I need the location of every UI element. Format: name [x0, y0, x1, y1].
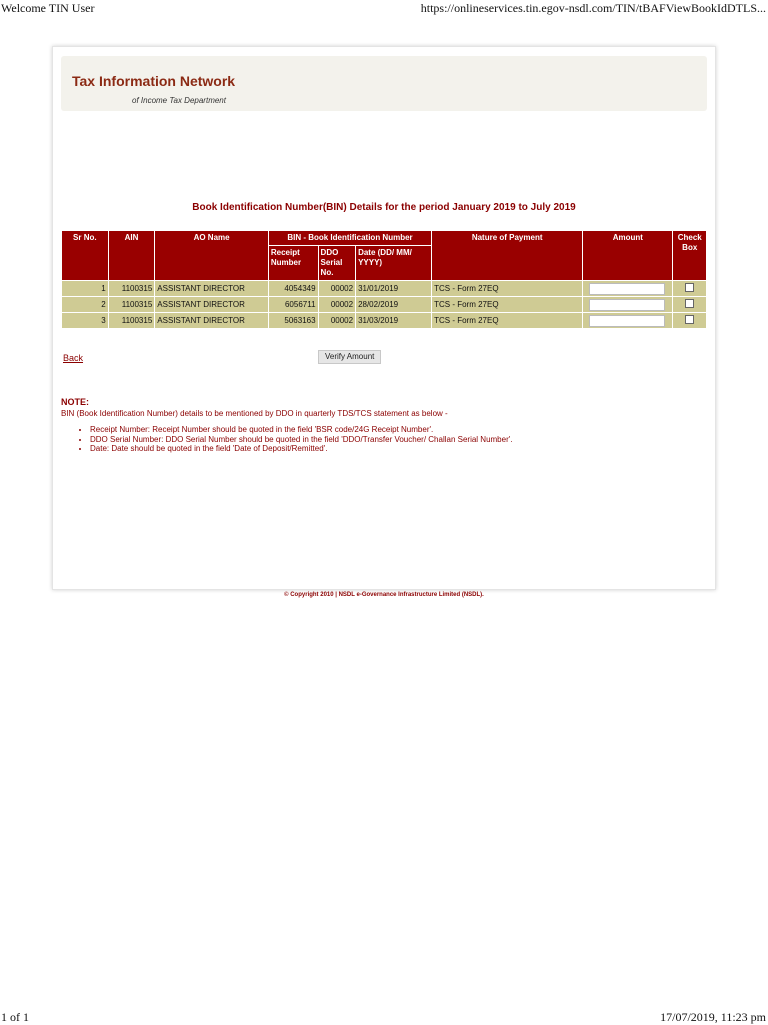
note-intro: BIN (Book Identification Number) details to be mentioned by DDO in quarterly TDS/TCS statement as below -	[61, 409, 448, 418]
list-item: • DDO Serial Number: DDO Serial Number should be quoted in the field 'DDO/Transfer Voucher/ Challan Serial Number'.	[90, 435, 513, 445]
cell-ddo: 00002	[319, 281, 356, 296]
col-ddo-serial: DDO Serial No.	[319, 246, 356, 280]
cell-ao-name: ASSISTANT DIRECTOR	[155, 313, 268, 328]
cell-ao-name: ASSISTANT DIRECTOR	[155, 297, 268, 312]
cell-receipt: 4054349	[269, 281, 318, 296]
cell-nature: TCS - Form 27EQ	[432, 297, 582, 312]
cell-receipt: 6056711	[269, 297, 318, 312]
page-title: Book Identification Number(BIN) Details for the period January 2019 to July 2019	[192, 202, 576, 213]
cell-ain: 1100315	[109, 281, 155, 296]
cell-amount	[583, 313, 672, 328]
page-count: 1 of 1	[1, 1010, 29, 1024]
site-subtitle: of Income Tax Department	[132, 96, 226, 105]
row-checkbox[interactable]	[685, 315, 694, 324]
cell-check	[673, 297, 706, 312]
row-checkbox[interactable]	[685, 283, 694, 292]
cell-ddo: 00002	[319, 297, 356, 312]
cell-ain: 1100315	[109, 313, 155, 328]
cell-sr: 3	[62, 313, 108, 328]
browser-url: https://onlineservices.tin.egov-nsdl.com/TIN/tBAFViewBookIdDTLS...	[420, 1, 766, 15]
note-list	[80, 425, 513, 454]
cell-ddo: 00002	[319, 313, 356, 328]
col-bin-group: BIN - Book Identification Number	[269, 231, 431, 245]
cell-amount	[583, 297, 672, 312]
col-ain: AIN	[109, 231, 155, 280]
table-row	[62, 297, 706, 312]
note-title: NOTE:	[61, 397, 89, 407]
list-item: • Date: Date should be quoted in the field 'Date of Deposit/Remitted'.	[90, 444, 513, 454]
verify-amount-button[interactable]: Verify Amount	[318, 350, 381, 364]
table-row	[62, 281, 706, 296]
print-timestamp: 17/07/2019, 11:23 pm	[660, 1010, 766, 1024]
cell-date: 31/01/2019	[356, 281, 431, 296]
cell-check	[673, 313, 706, 328]
cell-nature: TCS - Form 27EQ	[432, 313, 582, 328]
col-date: Date (DD/ MM/ YYYY)	[356, 246, 431, 280]
cell-ain: 1100315	[109, 297, 155, 312]
cell-sr: 2	[62, 297, 108, 312]
amount-input[interactable]	[589, 315, 665, 327]
amount-input[interactable]	[589, 299, 665, 311]
col-receipt-number: Receipt Number	[269, 246, 318, 280]
col-ao-name: AO Name	[155, 231, 268, 280]
row-checkbox[interactable]	[685, 299, 694, 308]
browser-page-title: Welcome TIN User	[1, 1, 95, 15]
table-row	[62, 313, 706, 328]
col-nature-of-payment: Nature of Payment	[432, 231, 582, 280]
site-title: Tax Information Network	[72, 73, 236, 89]
cell-date: 31/03/2019	[356, 313, 431, 328]
site-banner	[61, 56, 707, 111]
cell-amount	[583, 281, 672, 296]
list-item: • Receipt Number: Receipt Number should be quoted in the field 'BSR code/24G Receipt Number'.	[90, 425, 513, 435]
bin-details-table	[61, 230, 707, 329]
col-sr-no: Sr No.	[62, 231, 108, 280]
cell-date: 28/02/2019	[356, 297, 431, 312]
page-card	[52, 46, 716, 590]
back-link[interactable]: Back	[63, 353, 84, 363]
cell-nature: TCS - Form 27EQ	[432, 281, 582, 296]
col-amount: Amount	[583, 231, 672, 280]
col-check-box: Check Box	[673, 231, 706, 280]
cell-check	[673, 281, 706, 296]
copyright-footer: © Copyright 2010 | NSDL e-Governance Infrastructure Limited (NSDL).	[284, 592, 484, 598]
cell-ao-name: ASSISTANT DIRECTOR	[155, 281, 268, 296]
amount-input[interactable]	[589, 283, 665, 295]
cell-receipt: 5063163	[269, 313, 318, 328]
cell-sr: 1	[62, 281, 108, 296]
